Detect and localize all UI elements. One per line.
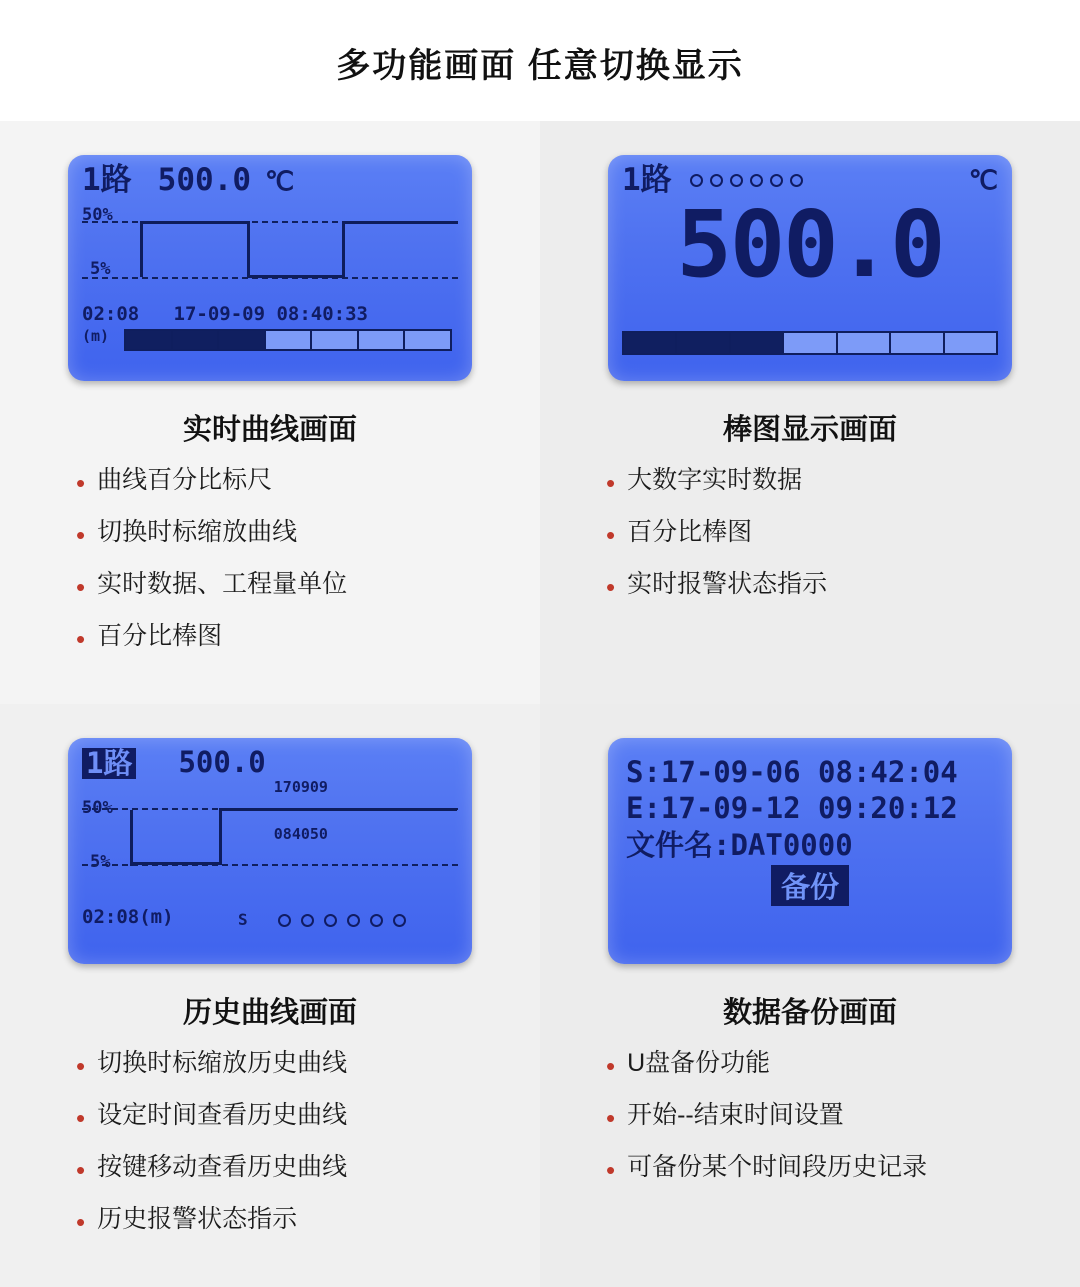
list-item [76,1101,510,1131]
list-item [76,518,510,548]
feature-list [30,1049,510,1235]
big-value-display: 500.0 [676,191,944,298]
list-item [76,570,510,600]
bar-segment [945,333,996,353]
timespan-label: 02:08(m) [82,906,174,928]
curve-trace-seg [140,223,143,277]
list-item [606,518,1050,548]
unit-label: ℃ [265,167,295,197]
bullet-dot-icon: • [76,468,86,498]
bullet-dot-icon: • [76,1051,86,1081]
backup-button[interactable]: 备份 [771,865,849,906]
panel-caption: 实时曲线画面 [182,414,357,446]
list-item-label: 历史报警状态指示 [97,1205,298,1233]
bullet-dot-icon: • [606,1155,616,1185]
list-item-label: U盘备份功能 [627,1049,771,1077]
value-label: 500.0 [157,162,251,198]
bullet-dot-icon: • [76,1207,86,1237]
list-item-label: 大数字实时数据 [627,466,803,494]
curve-trace-seg [342,223,345,277]
alarm-dot-icon [278,914,291,927]
list-item [606,1153,1050,1183]
bar-segment [624,333,677,353]
bar-segment [891,333,944,353]
feature-list [570,466,1050,600]
bullet-dot-icon: • [606,572,616,602]
alarm-dot-icon [710,174,723,187]
bar-segment [219,331,266,349]
curve-trace-seg [219,810,222,864]
bullet-dot-icon: • [76,1103,86,1133]
alarm-dot-icon [347,914,360,927]
channel-label-highlighted: 1路 [82,748,136,779]
bar-segment [359,331,406,349]
alarm-dot-icon [770,174,783,187]
bar-segment [312,331,359,349]
panel-history-curve [0,704,540,1287]
feature-list [570,1049,1050,1183]
list-item-label: 切换时标缩放曲线 [97,518,298,546]
curve-trace-seg [130,810,133,866]
curve-trace-seg [342,221,458,224]
stamp-date-label: 170909 [273,777,328,796]
timespan-label: 02:08 [82,303,140,325]
curve-trace-seg [219,808,457,811]
alarm-indicator-group [690,174,969,187]
scale-bottom-label: 5% [90,259,111,279]
alarm-dot-icon [690,174,703,187]
value-label: 500.0 [178,745,266,779]
lcd-screen-history-curve [68,738,472,964]
time-row [82,305,368,324]
panel-caption: 棒图显示画面 [722,414,897,446]
curve-trace-seg [247,221,250,277]
curve-trace-seg [247,275,345,278]
alarm-dot-icon [750,174,763,187]
scale-top-label: 50% [82,798,113,818]
list-item-label: 按键移动查看历史曲线 [97,1153,348,1181]
list-item [606,1101,1050,1131]
filename-row: 文件名:DAT0000 [626,827,853,862]
list-item [76,466,510,496]
alarm-dot-icon [324,914,337,927]
list-item [76,622,510,652]
bullet-dot-icon: • [606,1103,616,1133]
list-item [76,1153,510,1183]
list-item [76,1049,510,1079]
lcd-screen-realtime-curve [68,155,472,381]
list-item [606,466,1050,496]
channel-label: 1路 [82,162,132,198]
bar-segment [838,333,891,353]
list-item-label: 百分比棒图 [97,622,223,650]
scale-bottom-label: 5% [90,852,111,872]
time-unit-label: (m) [82,327,110,345]
status-label: S [238,910,248,929]
bullet-dot-icon: • [76,572,86,602]
bar-segment [784,333,837,353]
bar-segment [266,331,313,349]
unit-label: ℃ [968,165,998,196]
panel-realtime-curve [0,121,540,704]
backup-button-row [626,865,994,906]
alarm-dot-icon [730,174,743,187]
curve-trace-seg [140,221,250,224]
page-title: 多功能画面 任意切换显示 [0,0,1080,121]
scale-top-label: 50% [82,205,113,225]
bar-segment [677,333,730,353]
end-time-row: E:17-09-12 09:20:12 [626,791,958,826]
alarm-dot-icon [301,914,314,927]
feature-list [30,466,510,652]
curve-trace-seg [130,862,222,865]
list-item-label: 切换时标缩放历史曲线 [97,1049,348,1077]
alarm-dot-icon [393,914,406,927]
stamp-time-label: 084050 [273,824,328,843]
curve-plot-area [82,205,458,297]
alarm-indicator-group [278,914,406,927]
list-item-label: 百分比棒图 [627,518,753,546]
panel-grid [0,121,1080,1287]
list-item [606,1049,1050,1079]
bullet-dot-icon: • [76,1155,86,1185]
bar-segment [731,333,784,353]
start-time-row: S:17-09-06 08:42:04 [626,755,958,789]
list-item-label: 开始--结束时间设置 [627,1101,844,1129]
datetime-label: 17-09-09 08:40:33 [173,303,368,325]
lcd-screen-bar-display [608,155,1012,381]
list-item [76,1205,510,1235]
bullet-dot-icon: • [606,1051,616,1081]
bar-segment [173,331,220,349]
list-item-label: 实时报警状态指示 [627,570,828,598]
panel-caption: 历史曲线画面 [182,997,357,1029]
percent-bar [124,329,452,351]
bullet-dot-icon: • [606,468,616,498]
list-item-label: 可备份某个时间段历史记录 [627,1153,928,1181]
alarm-dot-icon [370,914,383,927]
bullet-dot-icon: • [76,520,86,550]
channel-label: 1路 [622,162,672,198]
list-item-label: 设定时间查看历史曲线 [97,1101,348,1129]
alarm-dot-icon [790,174,803,187]
curve-plot-area [82,798,458,890]
panel-bar-display [540,121,1080,704]
percent-bar [622,331,998,355]
bullet-dot-icon: • [606,520,616,550]
bar-segment [405,331,450,349]
bar-segment [126,331,173,349]
lcd-screen-data-backup [608,738,1012,964]
list-item-label: 曲线百分比标尺 [97,466,273,494]
lcd-header-row [82,162,458,198]
list-item [606,570,1050,600]
bullet-dot-icon: • [76,624,86,654]
panel-caption: 数据备份画面 [722,997,897,1029]
panel-data-backup [540,704,1080,1287]
list-item-label: 实时数据、工程量单位 [97,570,348,598]
